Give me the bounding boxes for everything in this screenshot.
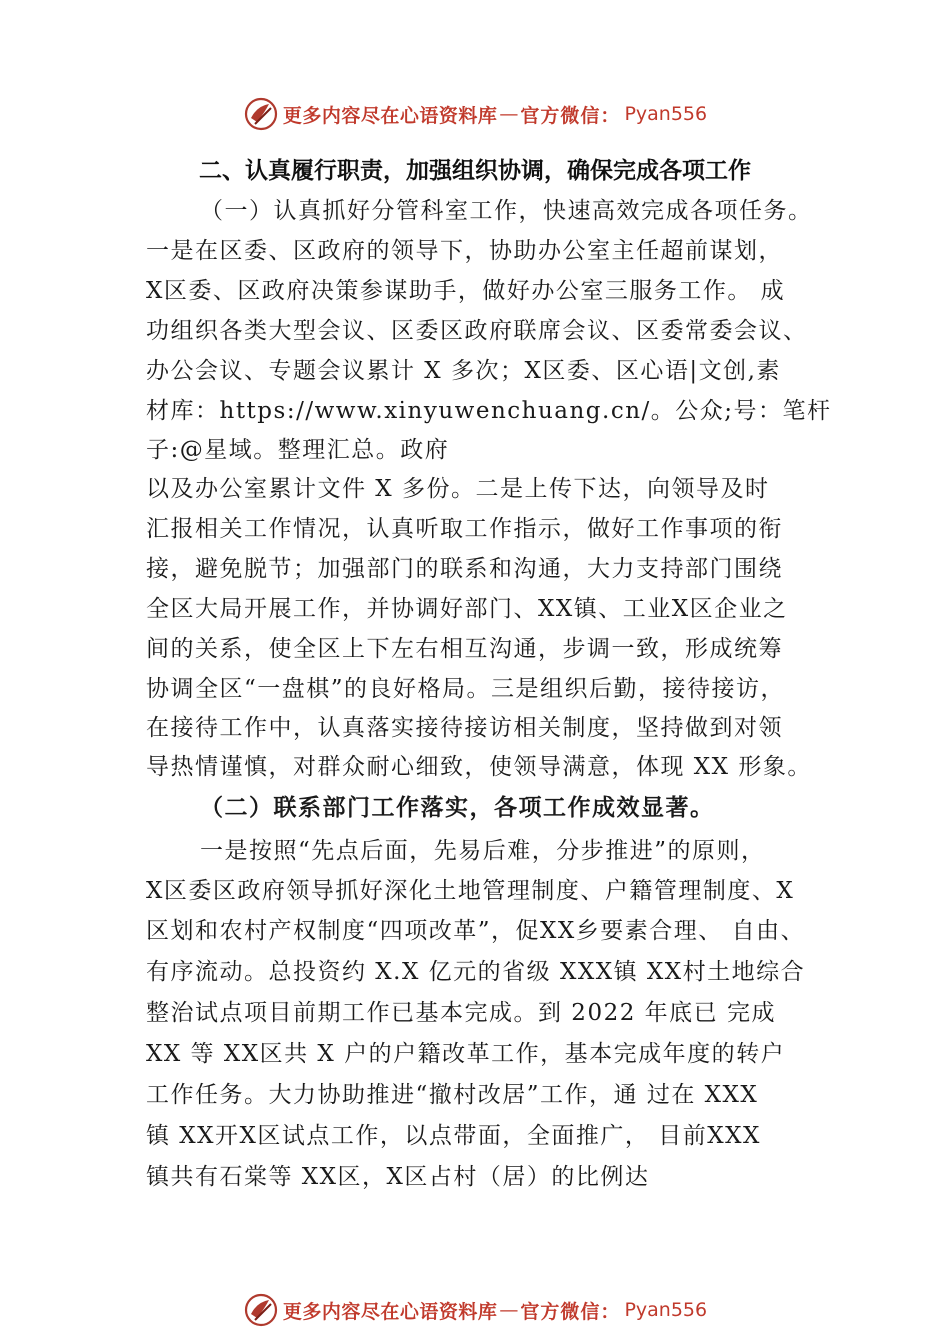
header-dash: — [499, 103, 519, 125]
body-line: 整治试点项目前期工作已基本完成。到 2022 年底已 完成 [146, 1000, 776, 1026]
body-line: 镇共有石棠等 XX区，X区占村（居）的比例达 [146, 1164, 650, 1190]
body-line: X区委区政府领导抓好深化土地管理制度、户籍管理制度、X [146, 878, 795, 904]
body-line: 镇 XX开X区试点工作，以点带面，全面推广， 目前XXX [146, 1123, 761, 1149]
body-line: XX 等 XX区共 X 户的户籍改革工作，基本完成年度的转户 [146, 1041, 786, 1067]
body-line: X区委、区政府决策参谋助手，做好办公室三服务工作。 成 [146, 278, 786, 304]
body-line: 导热情谨慎，对群众耐心细致，使领导满意，体现 XX 形象。 [146, 754, 812, 780]
header-banner [0, 94, 950, 134]
body-line: 材库：https://www.xinyuwenchuang.cn/。公众;号：笔杆 [146, 398, 832, 424]
subsection-heading: （二）联系部门工作落实，各项工作成效显著。 [200, 794, 715, 821]
section-heading: 二、认真履行职责，加强组织协调，确保完成各项工作 [199, 158, 751, 184]
footer-banner [0, 1290, 950, 1330]
body-line: （一）认真抓好分管科室工作，快速高效完成各项任务。 [200, 198, 813, 224]
body-line: 协调全区“一盘棋”的良好格局。三是组织后勤，接待接访， [146, 676, 786, 702]
body-line: 功组织各类大型会议、区委区政府联席会议、区委常委会议、 [146, 318, 808, 344]
body-line: 接，避免脱节；加强部门的联系和沟通，大力支持部门围绕 [146, 556, 783, 582]
body-line: 全区大局开展工作，并协调好部门、XX镇、工业X区企业之 [146, 596, 788, 622]
body-line: 有序流动。总投资约 X.X 亿元的省级 XXX镇 XX村土地综合 [146, 959, 806, 985]
body-line: 一是按照“先点后面，先易后难，分步推进”的原则， [200, 838, 766, 864]
body-line: 汇报相关工作情况，认真听取工作指示，做好工作事项的衔 [146, 516, 783, 542]
body-line: 办公会议、专题会议累计 X 多次；X区委、区心语|文创,素 [146, 358, 781, 384]
body-line: 区划和农村产权制度“四项改革”，促XX乡要素合理、 自由、 [146, 918, 806, 944]
brand-logo-icon [243, 1292, 279, 1328]
body-line: 间的关系，使全区上下左右相互沟通，步调一致，形成统筹 [146, 636, 783, 662]
body-line: 以及办公室累计文件 X 多份。二是上传下达，向领导及时 [146, 476, 770, 502]
header-wechat-id: Pyan556 [624, 103, 708, 125]
footer-wechat-id: Pyan556 [624, 1299, 708, 1321]
footer-brand-text: 更多内容尽在心语资料库 [282, 1300, 498, 1323]
body-line: 工作任务。大力协助推进“撤村改居”工作，通 过在 XXX [146, 1082, 759, 1108]
header-wechat-label: 官方微信： [520, 104, 621, 127]
footer-dash: — [499, 1299, 519, 1321]
body-line: 在接待工作中，认真落实接待接访相关制度，坚持做到对领 [146, 715, 783, 741]
header-brand-text: 更多内容尽在心语资料库 [282, 104, 498, 127]
body-line: 子:@星域。整理汇总。政府 [146, 437, 450, 463]
footer-wechat-label: 官方微信： [520, 1300, 621, 1323]
body-line: 一是在区委、区政府的领导下，协助办公室主任超前谋划， [146, 238, 783, 264]
brand-logo-icon [243, 96, 279, 132]
